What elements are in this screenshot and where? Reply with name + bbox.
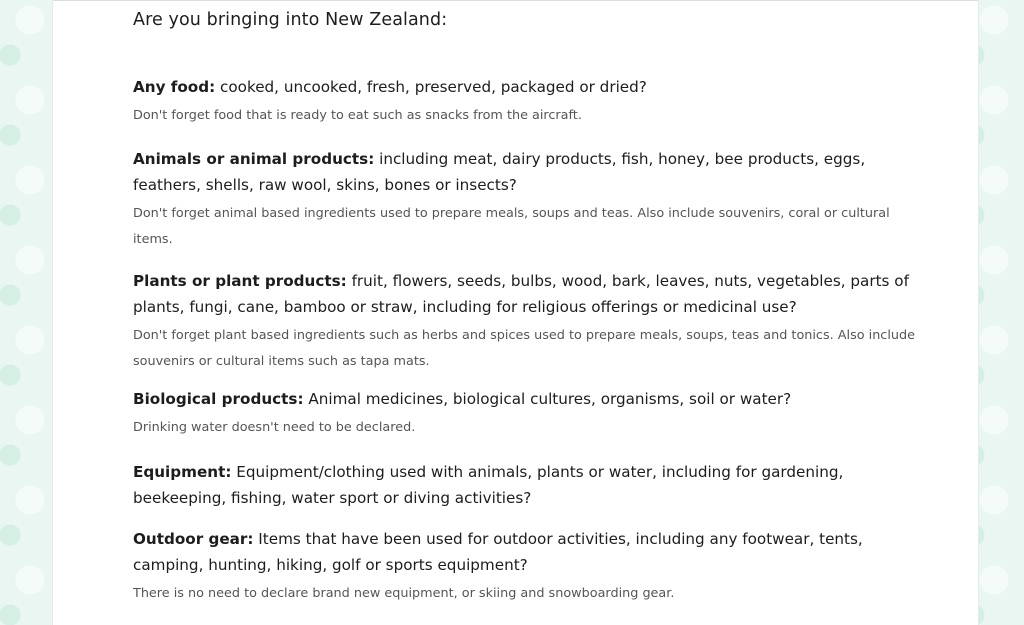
item-label: Animals or animal products: — [133, 150, 375, 168]
declaration-item-biological — [133, 386, 923, 441]
item-note: Don't forget food that is ready to eat such as snacks from the aircraft. — [133, 108, 582, 123]
item-text: cooked, uncooked, fresh, preserved, packaged or dried? — [215, 78, 647, 96]
background-pattern-left — [0, 0, 60, 625]
item-note: There is no need to declare brand new equipment, or skiing and snowboarding gear. — [133, 586, 675, 601]
item-question — [133, 386, 923, 412]
item-label: Equipment: — [133, 463, 232, 481]
content-card — [52, 0, 979, 625]
item-note: Don't forget plant based ingredients such as herbs and spices used to prepare meals, soups, teas and tonics. Also include souvenirs or cultural items such as tapa mats. — [133, 328, 916, 369]
declaration-item-animals — [133, 146, 923, 253]
item-note: Don't forget animal based ingredients used to prepare meals, soups and teas. Also include souvenirs, coral or cultural items. — [133, 206, 890, 247]
item-question — [133, 526, 923, 578]
item-text: including meat, dairy products, fish, honey, bee products, eggs, feathers, shells, raw wool, skins, bones or insects? — [133, 150, 866, 194]
item-label: Outdoor gear: — [133, 530, 254, 548]
declaration-item-outdoor-gear — [133, 526, 923, 607]
item-question — [133, 74, 923, 100]
item-text: fruit, flowers, seeds, bulbs, wood, bark, leaves, nuts, vegetables, parts of plants, fungi, cane, bamboo or straw, including for religious offerings or medicinal use? — [133, 272, 909, 316]
item-text: Equipment/clothing used with animals, plants or water, including for gardening, beekeeping, fishing, water sport or diving activities? — [133, 463, 844, 507]
item-text: Animal medicines, biological cultures, organisms, soil or water? — [303, 390, 792, 408]
top-divider — [53, 0, 978, 1]
item-question — [133, 459, 923, 511]
item-question — [133, 268, 923, 320]
item-question — [133, 146, 923, 198]
declaration-item-equipment — [133, 459, 923, 511]
declaration-item-plants — [133, 268, 923, 375]
declaration-item-food — [133, 74, 923, 129]
page-heading: Are you bringing into New Zealand: — [133, 10, 448, 30]
item-text: Items that have been used for outdoor activities, including any footwear, tents, camping, hunting, hiking, golf or sports equipment? — [133, 530, 863, 574]
item-label: Any food: — [133, 78, 216, 96]
item-label: Plants or plant products: — [133, 272, 347, 290]
item-label: Biological products: — [133, 390, 304, 408]
item-note: Drinking water doesn't need to be declared. — [133, 420, 416, 435]
